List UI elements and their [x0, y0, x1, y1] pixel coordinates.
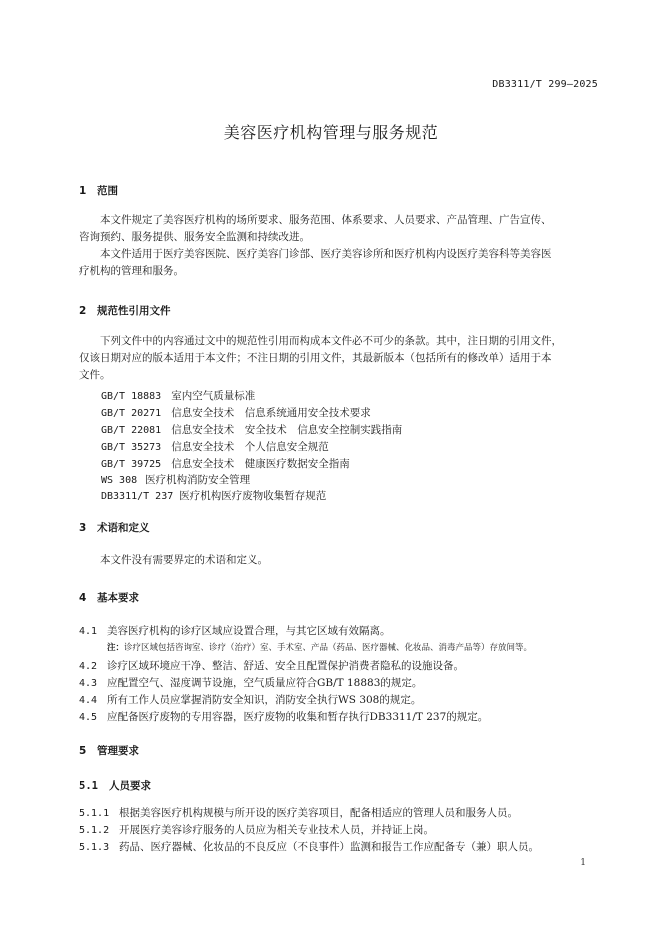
section-2-heading	[79, 303, 171, 318]
standard-number: DB3311/T 299—2025	[492, 79, 598, 90]
scope-paragraph-1-line-1: 本文件规定了美容医疗机构的场所要求、服务范围、体系要求、人员要求、产品管理、广告宣传、	[100, 214, 552, 226]
section-5-heading	[79, 743, 139, 758]
document-title: 美容医疗机构管理与服务规范	[223, 123, 439, 142]
section-title: 范围	[97, 185, 118, 197]
section-title: 基本要求	[97, 592, 139, 604]
reference-item: GB/T 18883 室内空气质量标准	[101, 390, 256, 402]
section-3-heading	[79, 520, 150, 535]
clause-4-4: 4.4 所有工作人员应掌握消防安全知识，消防安全执行WS 308的规定。	[79, 694, 422, 706]
section-4-heading	[79, 590, 139, 605]
scope-paragraph-2-line-2: 疗机构的管理和服务。	[79, 265, 184, 277]
page-number: 1	[580, 858, 586, 868]
clause-5-1-3: 5.1.3 药品、医疗器械、化妆品的不良反应（不良事件）监测和报告工作应配备专（兼）职人员。	[79, 841, 539, 853]
normative-intro-line-2: 仅该日期对应的版本适用于本文件；不注日期的引用文件，其最新版本（包括所有的修改单）适用于本	[79, 352, 552, 364]
section-number: 2	[79, 305, 87, 317]
reference-item: GB/T 39725 信息安全技术 健康医疗数据安全指南	[101, 458, 350, 470]
subsection-5-1-heading: 5.1 人员要求	[79, 780, 151, 792]
clause-5-1-1: 5.1.1 根据美容医疗机构规模与所开设的医疗美容项目，配备相适应的管理人员和服务人员。	[79, 807, 518, 819]
terms-text: 本文件没有需要界定的术语和定义。	[100, 554, 268, 566]
normative-intro-line-1: 下列文件中的内容通过文中的规范性引用而构成本文件必不可少的条款。其中，注日期的引用文件，	[100, 335, 562, 347]
clause-5-1-2: 5.1.2 开展医疗美容诊疗服务的人员应为相关专业技术人员，并持证上岗。	[79, 824, 434, 836]
reference-item: GB/T 20271 信息安全技术 信息系统通用安全技术要求	[101, 407, 371, 419]
scope-paragraph-1-line-2: 咨询预约、服务提供、服务安全监测和持续改进。	[79, 231, 310, 243]
clause-4-1: 4.1 美容医疗机构的诊疗区域应设置合理，与其它区域有效隔离。	[79, 625, 391, 637]
section-title: 规范性引用文件	[97, 305, 171, 317]
reference-item: GB/T 22081 信息安全技术 安全技术 信息安全控制实践指南	[101, 424, 403, 436]
scope-paragraph-2-line-1: 本文件适用于医疗美容医院、医疗美容门诊部、医疗美容诊所和医疗机构内设医疗美容科等美容医	[100, 248, 552, 260]
clause-note: 注：诊疗区域包括咨询室、诊疗（治疗）室、手术室、产品（药品、医疗器械、化妆品、消毒产品等）存放间等。	[107, 643, 533, 653]
section-number: 5	[79, 745, 87, 757]
clause-4-2: 4.2 诊疗区域环境应干净、整洁、舒适、安全且配置保护消费者隐私的设施设备。	[79, 660, 464, 672]
section-title: 管理要求	[97, 745, 139, 757]
section-number: 3	[79, 522, 87, 534]
section-number: 4	[79, 592, 87, 604]
reference-item: WS 308 医疗机构消防安全管理	[101, 474, 251, 486]
section-title: 术语和定义	[97, 522, 150, 534]
clause-4-5: 4.5 应配备医疗废物的专用容器，医疗废物的收集和暂存执行DB3311/T 237的规定。	[79, 711, 489, 723]
clause-4-3: 4.3 应配置空气、湿度调节设施，空气质量应符合GB/T 18883的规定。	[79, 677, 423, 689]
section-1-heading	[79, 183, 118, 198]
section-number: 1	[79, 185, 87, 197]
normative-intro-line-3: 文件。	[79, 369, 111, 381]
reference-item: GB/T 35273 信息安全技术 个人信息安全规范	[101, 441, 329, 453]
reference-item: DB3311/T 237 医疗机构医疗废物收集暂存规范	[101, 490, 327, 502]
